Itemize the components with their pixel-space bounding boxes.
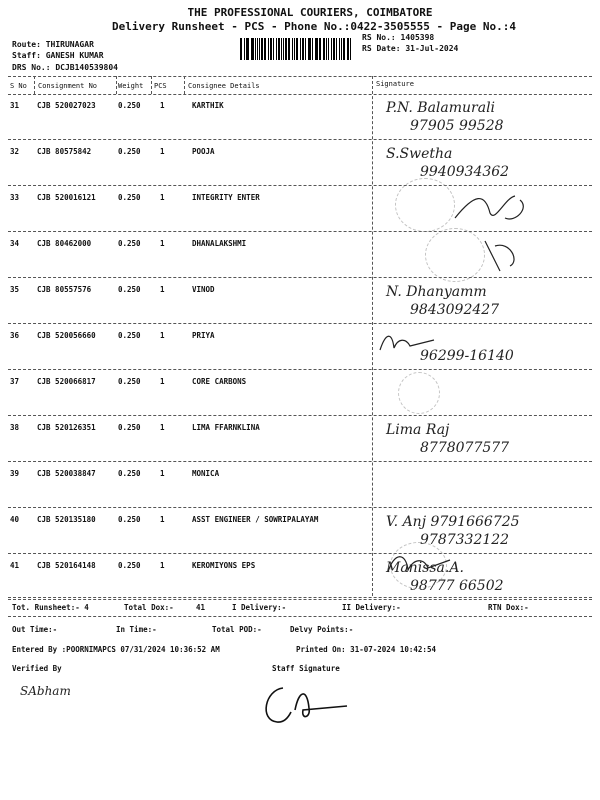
barcode-bar — [259, 38, 260, 60]
barcode-bar — [261, 38, 263, 60]
row-divider — [8, 277, 592, 278]
row-weight: 0.250 — [118, 101, 141, 110]
route-label: Route: THIRUNAGAR — [12, 40, 94, 49]
barcode-bar — [294, 38, 295, 60]
runsheet-subtitle: Delivery Runsheet - PCS - Phone No.:0422-3505555 - Page No.:4 — [112, 20, 516, 33]
staff-signature-mark — [255, 680, 365, 730]
totals-rule — [8, 597, 592, 598]
row-signature-phone: 97905 99528 — [410, 118, 504, 134]
row-sno: 36 — [10, 331, 20, 340]
barcode-bar — [278, 38, 280, 60]
consignment-column-divider — [34, 76, 35, 94]
barcode-bar — [343, 38, 346, 60]
row-divider — [8, 507, 592, 508]
row-sno: 41 — [10, 561, 20, 570]
company-title: THE PROFESSIONAL COURIERS, COIMBATORE — [187, 6, 433, 19]
rs-date: RS Date: 31-Jul-2024 — [362, 44, 459, 53]
row-pcs: 1 — [160, 147, 165, 156]
barcode-bar — [268, 38, 269, 60]
stamp-seal — [425, 228, 485, 282]
row-consignee: POOJA — [192, 147, 215, 156]
row-divider — [8, 461, 592, 462]
entered-by: Entered By :POORNIMAPCS 07/31/2024 10:36:52 AM — [12, 645, 220, 654]
rtn-dox: RTN Dox:- — [488, 603, 529, 612]
barcode-bar — [255, 38, 256, 60]
rs-number: RS No.: 1405398 — [362, 33, 435, 42]
barcode-bar — [288, 38, 290, 60]
barcode-bar — [328, 38, 329, 60]
row-consignment-no: CJB 520056660 — [37, 331, 96, 340]
row-pcs: 1 — [160, 377, 165, 386]
row-weight: 0.250 — [118, 561, 141, 570]
col-details: Consignee Details — [188, 82, 260, 90]
barcode-bar — [341, 38, 342, 60]
row-consignment-no: CJB 520027023 — [37, 101, 96, 110]
row-sno: 39 — [10, 469, 20, 478]
total-pod: Total POD:- — [212, 625, 262, 634]
total-dox-value: 41 — [196, 603, 206, 612]
row-consignee: VINOD — [192, 285, 215, 294]
row-weight: 0.250 — [118, 285, 141, 294]
barcode-bar — [339, 38, 340, 60]
row-pcs: 1 — [160, 285, 165, 294]
row-pcs: 1 — [160, 469, 165, 478]
row-weight: 0.250 — [118, 193, 141, 202]
barcode-bar — [247, 38, 249, 60]
barcode-bar — [240, 38, 242, 60]
ii-delivery: II Delivery:- — [342, 603, 401, 612]
staff-label: Staff: GANESH KUMAR — [12, 51, 104, 60]
row-signature-phone: 9843092427 — [410, 302, 500, 318]
row-signature-phone: 8778077577 — [420, 440, 510, 456]
row-weight: 0.250 — [118, 331, 141, 340]
row-consignee: DHANALAKSHMI — [192, 239, 247, 248]
barcode-bar — [305, 38, 306, 60]
barcode-bar — [244, 38, 245, 60]
out-time: Out Time:- — [12, 625, 58, 634]
barcode-bar — [246, 38, 247, 60]
barcode-bar — [251, 38, 254, 60]
row-signature: N. Dhanyamm — [386, 284, 487, 300]
row-consignment-no: CJB 520164148 — [37, 561, 96, 570]
row-signature: S.Swetha — [386, 146, 453, 162]
row-sno: 32 — [10, 147, 20, 156]
barcode-bar — [276, 38, 277, 60]
row-consignment-no: CJB 520038847 — [37, 469, 96, 478]
row-consignment-no: CJB 80462000 — [37, 239, 92, 248]
row-consignment-no: CJB 80557576 — [37, 285, 92, 294]
row-pcs: 1 — [160, 239, 165, 248]
barcode-bar — [296, 38, 299, 60]
barcode-bar — [309, 38, 311, 60]
row-sno: 40 — [10, 515, 20, 524]
row-signature: P.N. Balamurali — [386, 100, 496, 116]
barcode-bar — [283, 38, 284, 60]
barcode-bar — [323, 38, 325, 60]
delvy-points: Delvy Points:- — [290, 625, 354, 634]
barcode-bar — [350, 38, 351, 60]
col-sno: S No — [10, 82, 27, 90]
row-signature: V. Anj 9791666725 — [386, 514, 520, 530]
row-divider — [8, 231, 592, 232]
barcode-bar — [336, 38, 337, 60]
row-signature-phone: 9787332122 — [420, 532, 510, 548]
barcode-bar — [347, 38, 349, 60]
barcode-bar — [281, 38, 282, 60]
row-consignee: INTEGRITY ENTER — [192, 193, 260, 202]
row-consignment-no: CJB 520016121 — [37, 193, 96, 202]
i-delivery: I Delivery:- — [232, 603, 287, 612]
barcode-bar — [300, 38, 301, 60]
row-pcs: 1 — [160, 331, 165, 340]
row-consignee: CORE CARBONS — [192, 377, 247, 386]
row-consignee: MONICA — [192, 469, 220, 478]
row-divider — [8, 415, 592, 416]
in-time: In Time:- — [116, 625, 157, 634]
row-divider — [8, 369, 592, 370]
barcode-bar — [326, 38, 327, 60]
handwritten-initials-34 — [480, 236, 540, 276]
row-signature-phone: 96299-16140 — [420, 348, 514, 364]
row-consignee: KARTHIK — [192, 101, 224, 110]
row-signature-phone: 9940934362 — [420, 164, 510, 180]
row-consignee: PRIYA — [192, 331, 215, 340]
barcode-bar — [315, 38, 318, 60]
row-consignment-no: CJB 520066817 — [37, 377, 96, 386]
weight-column-divider — [116, 76, 117, 94]
signature-column-divider — [372, 76, 373, 596]
barcode-bar — [285, 38, 287, 60]
barcode-bar — [273, 38, 274, 60]
barcode-bar — [333, 38, 335, 60]
row-consignee: LIMA FFARNKLINA — [192, 423, 260, 432]
total-dox-label: Total Dox:- — [124, 603, 174, 612]
handwritten-initials-41 — [384, 548, 454, 578]
row-sno: 31 — [10, 101, 20, 110]
row-consignment-no: CJB 520126351 — [37, 423, 96, 432]
row-pcs: 1 — [160, 561, 165, 570]
row-divider — [8, 553, 592, 554]
row-weight: 0.250 — [118, 469, 141, 478]
row-consignment-no: CJB 520135180 — [37, 515, 96, 524]
verified-signature: SAbham — [20, 684, 71, 698]
row-weight: 0.250 — [118, 147, 141, 156]
row-divider — [8, 599, 592, 600]
printed-on: Printed On: 31-07-2024 10:42:54 — [296, 645, 436, 654]
col-consignment: Consignment No — [38, 82, 98, 90]
row-divider — [8, 323, 592, 324]
row-pcs: 1 — [160, 423, 165, 432]
col-weight: Weight — [118, 82, 144, 90]
row-signature-phone: 98777 66502 — [410, 578, 504, 594]
row-sno: 37 — [10, 377, 20, 386]
staff-signature-label: Staff Signature — [272, 664, 340, 673]
barcode-bar — [270, 38, 273, 60]
row-consignment-no: CJB 80575842 — [37, 147, 92, 156]
details-column-divider — [184, 76, 185, 94]
row-divider — [8, 139, 592, 140]
barcode-bar — [320, 38, 321, 60]
barcode-bar — [331, 38, 333, 60]
barcode-bar — [308, 38, 309, 60]
row-divider — [8, 185, 592, 186]
barcode-bar — [302, 38, 304, 60]
stamp-seal — [398, 372, 440, 414]
totals-bottom-rule — [8, 616, 592, 617]
total-runsheet: Tot. Runsheet:- 4 — [12, 603, 89, 612]
barcode-bar — [319, 38, 320, 60]
barcode-bar — [264, 38, 266, 60]
pcs-column-divider — [151, 76, 152, 94]
row-signature: Manissa.A. — [386, 560, 464, 576]
row-sno: 35 — [10, 285, 20, 294]
barcode-bar — [257, 38, 258, 60]
table-top-rule — [8, 76, 592, 77]
row-sno: 33 — [10, 193, 20, 202]
row-pcs: 1 — [160, 193, 165, 202]
col-signature: Signature — [376, 80, 414, 88]
barcode-bar — [292, 38, 293, 60]
row-weight: 0.250 — [118, 377, 141, 386]
row-weight: 0.250 — [118, 423, 141, 432]
row-pcs: 1 — [160, 101, 165, 110]
handwritten-initials-33 — [445, 188, 535, 228]
verified-by-label: Verified By — [12, 664, 62, 673]
drs-number: DRS No.: DCJB140539804 — [12, 63, 118, 72]
handwritten-initials-36 — [376, 330, 436, 356]
barcode — [240, 38, 352, 60]
row-weight: 0.250 — [118, 239, 141, 248]
row-pcs: 1 — [160, 515, 165, 524]
row-weight: 0.250 — [118, 515, 141, 524]
barcode-bar — [312, 38, 313, 60]
col-pcs: PCS — [154, 82, 167, 90]
row-sno: 38 — [10, 423, 20, 432]
row-sno: 34 — [10, 239, 20, 248]
row-consignee: KEROMIYONS EPS — [192, 561, 256, 570]
table-header-rule — [8, 94, 592, 95]
row-consignee: ASST ENGINEER / SOWRIPALAYAM — [192, 515, 319, 524]
row-signature: Lima Raj — [386, 422, 450, 438]
